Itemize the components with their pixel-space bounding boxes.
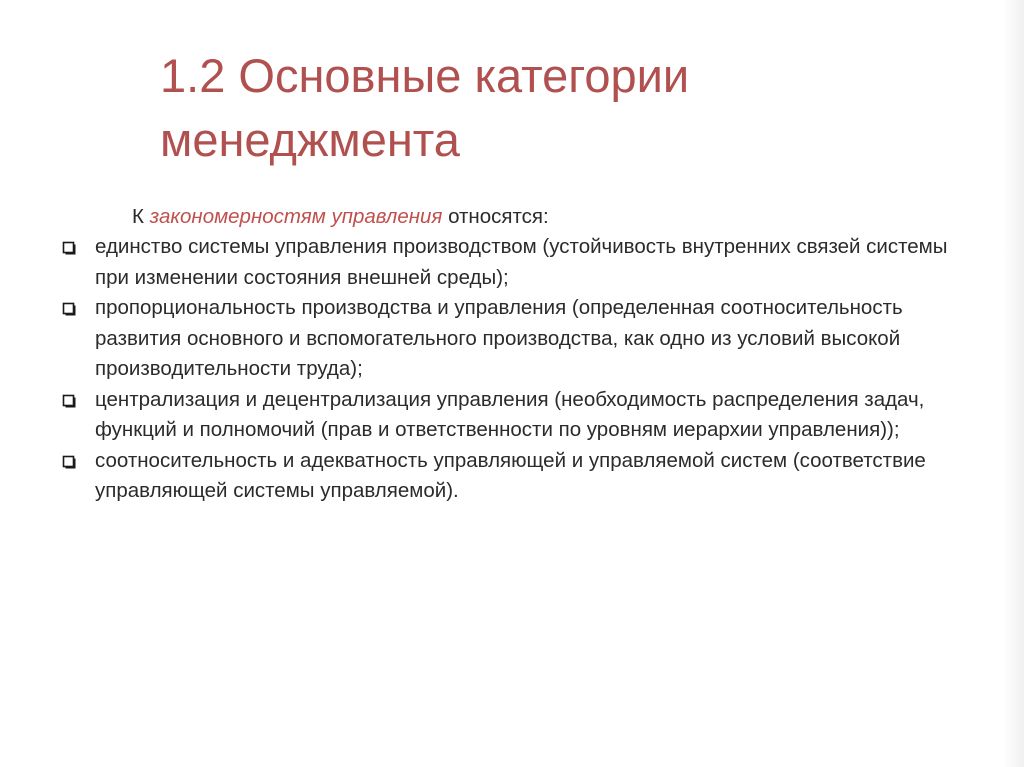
slide-edge-shadow [1002,0,1024,767]
bullet-item [62,385,962,446]
checkbox-icon [62,394,76,408]
bullet-text: пропорциональность производства и управления (определенная соотносительность развития основного и вспомогательного производства, как одно из условий высокой производительности труда); [95,296,903,380]
bullet-item [62,446,962,507]
bullet-text: централизация и децентрализация управления (необходимость распределения задач, функций и полномочий (прав и ответственности по уровням иерархии управления)); [95,387,925,441]
bullet-list [62,232,962,507]
bullet-text: единство системы управления производством (устойчивость внутренних связей системы при изменении состояния внешней среды); [95,235,948,289]
intro-suffix: относятся: [442,205,549,228]
checkbox-icon [62,455,76,469]
intro-prefix: К [132,205,150,228]
bullet-item [62,293,962,385]
bullet-item [62,232,962,293]
slide-title: 1.2 Основные категории менеджмента [160,49,690,166]
intro-line [132,202,549,232]
bullet-text: соотносительность и адекватность управляющей и управляемой систем (соответствие управляющей системы управляемой). [95,448,926,502]
checkbox-icon [62,302,76,316]
intro-highlight: закономерностям управления [149,205,443,228]
checkbox-icon [62,241,76,255]
